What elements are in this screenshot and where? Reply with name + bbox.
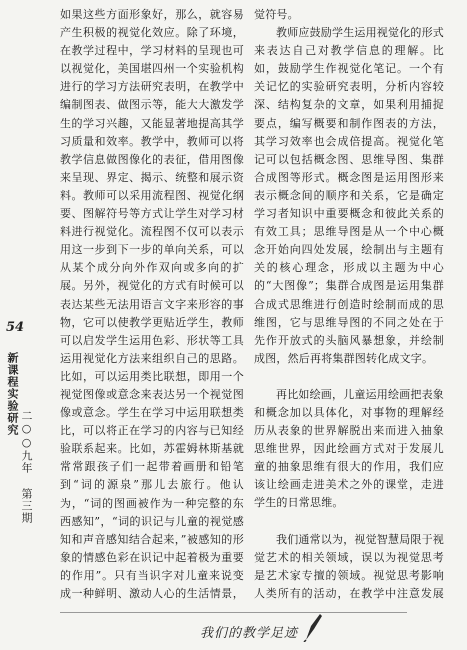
paragraph-gap: [254, 513, 444, 531]
left-paragraph: 如果这些方面形象好，那么，就容易产生积极的视觉化效应。除了环境，在教学过程中，学习材料的呈现也可以视觉化，美国堪四州一个实验机构进行的学习方法研究表明，在教学中编制图表、做图示等，能大大激发学生的学习兴趣，又能显著地提高其学习质量和效率。教学中，教师可以将教学信息做图像化的表征，借用图像来呈现、界定、揭示、统整和展示资料。教师可以采用流程图、视觉化纲要、图解符号等方式让学生对学习材料进行视觉化。流程图不仅可以表示用这一步到下一步的单向关系，可以从某个成分向外作双向或多向的扩展。另外，视觉化的方式有时候可以表达某些无法用语言文字来形容的事物，它可以使教学更贴近学生，教师可以启发学生运用色彩、形状等工具运用视觉化方法来组织自己的思路。比如，可以运用类比联想，即用一个视觉图像或意念来表达另一个视觉图像或意念。学生在学习中运用联想类比，可以将正在学习的内容与已知经验联系起来。比如，苏霍姆林斯基就常常跟孩子们一起带着画册和铅笔到“词的源泉”那儿去旅行。他认为，“词的图画被作为一种完整的东西感知”，“词的识记与儿童的视觉感知和声音感知结合起来，”被感知的形象的情感色彩在识记中起着极为重要的作用”。只有当识字对儿童来说变成一种鲜明、激动人心的生活情景，: [60, 8, 244, 600]
left-column: [60, 6, 244, 600]
footer-title: 我们的教学足迹: [200, 626, 299, 641]
right-paragraph-notes: 教师应鼓励学生运用视觉化的形式来表达自己对教学信息的理解。比如，鼓励学生作视觉化笔记。一个有关记忆的实验研究表明，分析内容较深、结构复杂的文章，如果利用捕捉要点，编写概要和制作图表的方法，其学习效率也会成倍提高。视觉化笔记可以包括概念图、思维导图、集群合成图等形式。概念图是运用图形来表示概念间的顺序和关系，它是确定学习者知识中重要概念和彼此关系的有效工具；思维导图是从一个中心概念开始向四处发展，绘制出与主题有关的核心理念，形成以主题为中心的“大图像”；集群合成图是运用集群合成式思维进行创造时绘制而成的思维图，它与思维导图的不同之处在于先作开放式的头脑风暴想象，并绘制成图，然后再将集群图转化成文字。: [254, 26, 444, 365]
paragraph-gap: [254, 368, 444, 386]
footer-rule: [60, 612, 407, 613]
pen-nib-icon: [302, 612, 324, 642]
right-paragraph-continuation: 觉符号。: [254, 8, 299, 21]
right-column: [254, 6, 444, 600]
page-number: 54: [6, 320, 25, 335]
right-paragraph-conclusion: 我们通常以为，视觉智慧局限于视觉艺术的相关领域，误以为视觉思考是艺术家专擅的领域。视觉思考影响人类所有的活动，在教学中注意发展: [254, 532, 444, 600]
left-gutter: [0, 0, 44, 650]
journal-name: 新课程实验研究: [6, 352, 19, 436]
right-paragraph-drawing: 再比如绘画，儿童运用绘画把表象和概念加以具体化，对事物的理解经历从表象的世界解脱出来而进入抽象思维世界，因此绘画方式对于发展儿童的抽象思维有很大的作用，我们应该让绘画走进美术之外的课堂，走进学生的日常思维。: [254, 387, 444, 510]
issue-label: 二○○九年 第三期: [20, 410, 33, 524]
